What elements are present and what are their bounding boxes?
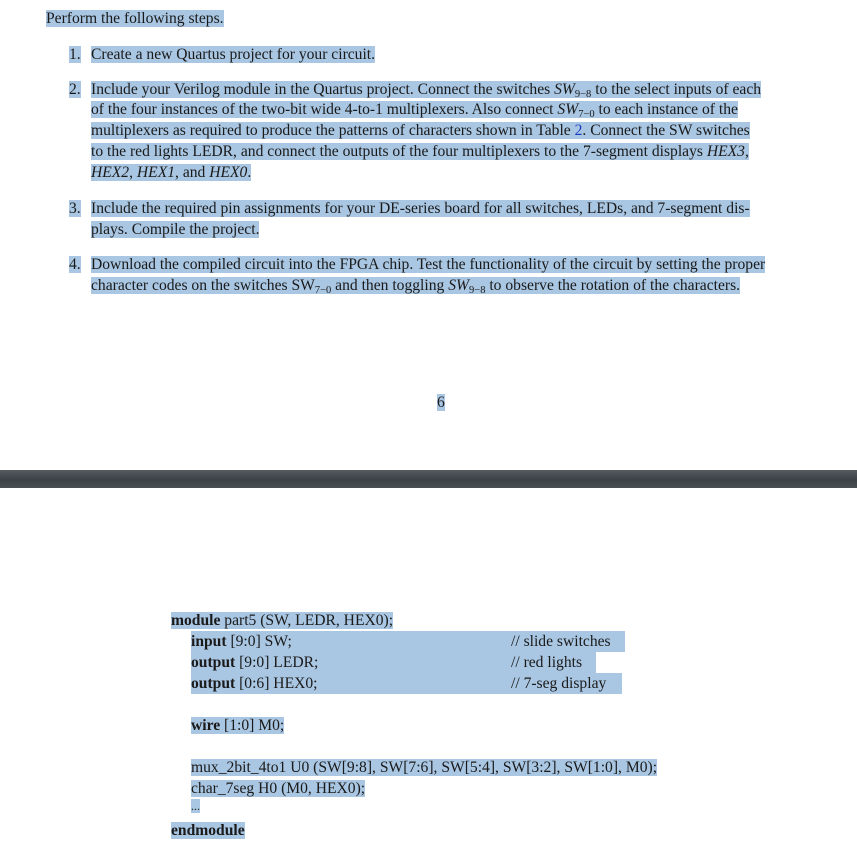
document-page-7 — [0, 488, 857, 846]
step-1-number: 1. — [69, 46, 81, 63]
intro-text: Perform the following steps. — [46, 10, 224, 27]
step-3-line-2: plays. Compile the project. — [91, 221, 260, 238]
step-4-number: 4. — [69, 256, 81, 273]
code-comment-output-ledr: // red lights — [511, 654, 583, 671]
code-line-module: module part5 (SW, LEDR, HEX0); — [171, 612, 394, 629]
step-2-line-3: multiplexers as required to produce the patterns of characters shown in Table 2. Connect the SW switches — [91, 122, 750, 139]
step-2-number: 2. — [69, 81, 81, 98]
step-2-line-4: to the red lights LEDR, and connect the outputs of the four multiplexers to the 7-segment displays HEX3, — [91, 143, 749, 160]
step-3-line-1: Include the required pin assignments for your DE-series board for all switches, LEDs, and 7-segment dis- — [91, 200, 750, 217]
code-line-output-ledr: output [9:0] LEDR; — [191, 652, 596, 673]
code-line-output-hex0: output [0:6] HEX0; — [191, 673, 622, 694]
step-2-line-1: Include your Verilog module in the Quartus project. Connect the switches $SW_{9-8}$ to the select inputs of each — [91, 81, 762, 100]
code-line-mux-instance: mux_2bit_4to1 U0 (SW[9:8], SW[7:6], SW[5:4], SW[3:2], SW[1:0], M0); — [191, 759, 658, 776]
code-comment-input: // slide switches — [511, 633, 611, 650]
code-line-ellipsis: ... — [191, 799, 200, 813]
step-3-number: 3. — [69, 200, 81, 217]
code-comment-output-hex0: // 7-seg display — [511, 675, 607, 692]
step-1-text: Create a new Quartus project for your circuit. — [91, 46, 376, 63]
page-number: 6 — [437, 394, 445, 411]
step-2-line-2: of the four instances of the two-bit wide 4-to-1 multiplexers. Also connect $SW_{7-0}$ to each instance of the — [91, 101, 738, 120]
code-line-endmodule: endmodule — [171, 822, 245, 839]
step-2-line-5: HEX2, HEX1, and HEX0. — [91, 164, 252, 181]
code-line-input: input [9:0] SW; — [191, 631, 625, 652]
step-4-line-1: Download the compiled circuit into the FPGA chip. Test the functionality of the circuit by setting the proper — [91, 256, 766, 273]
code-line-char7seg-instance: char_7seg H0 (M0, HEX0); — [191, 780, 366, 797]
code-line-wire: wire [1:0] M0; — [191, 717, 285, 734]
step-4-line-2: character codes on the switches $SW_{7-0}$ and then toggling $SW_{9-8}$ to observe the rotation of the characters. — [91, 277, 741, 296]
page-separator — [0, 470, 857, 488]
table-2-link[interactable]: 2 — [574, 122, 583, 139]
